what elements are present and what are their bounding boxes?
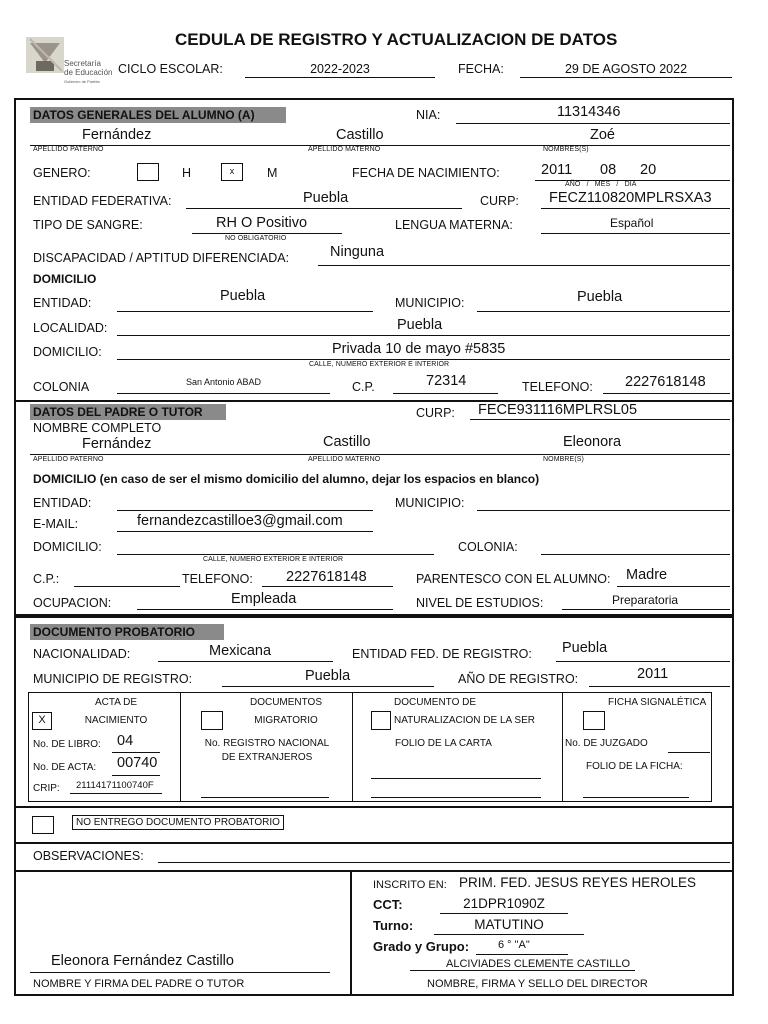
tutor-telefono-label: TELEFONO: (182, 572, 253, 586)
lengua-value: Español (610, 216, 654, 230)
migra-title-1: DOCUMENTOS (249, 697, 323, 708)
tutor-curp-label: CURP: (416, 406, 455, 420)
tutor-entidad-label: ENTIDAD: (33, 496, 92, 510)
grado-value: 6 ° "A" (498, 939, 530, 951)
caption-nombres: NOMBRES(S) (543, 146, 589, 153)
telefono-label: TELEFONO: (522, 380, 593, 394)
sangre-value: RH O Positivo (216, 215, 308, 231)
tutor-curp-value: FECE931116MPLRSL05 (478, 402, 638, 418)
genero-m-label: M (267, 166, 278, 180)
naturalizacion-checkbox[interactable] (371, 711, 391, 730)
libro-value: 04 (117, 733, 134, 749)
director-name: ALCIVIADES CLEMENTE CASTILLO (446, 958, 630, 970)
migra-registro-1: No. REGISTRO NACIONAL (204, 738, 330, 749)
anio-registro-label: AÑO DE REGISTRO: (458, 672, 579, 686)
cp-label: C.P. (352, 380, 375, 394)
acta-title-1: ACTA DE (94, 697, 138, 708)
tutor-apellido-paterno: Fernández (82, 436, 152, 452)
dom-entidad-value: Puebla (220, 288, 266, 304)
sep-logo (22, 33, 118, 83)
parentesco-value: Madre (626, 567, 668, 583)
entidad-value: Puebla (303, 190, 349, 206)
acta-mark: X (38, 714, 46, 726)
nombre-completo-label: NOMBRE COMPLETO (33, 421, 162, 435)
entidad-label: ENTIDAD FEDERATIVA: (33, 194, 172, 208)
fecha-value: 29 DE AGOSTO 2022 (564, 62, 688, 76)
alumno-apellido-paterno: Fernández (82, 127, 152, 143)
curp-value: FECZ110820MPLRSXA3 (549, 190, 712, 206)
alumno-nombres: Zoé (590, 127, 615, 143)
natur-title-1: DOCUMENTO DE (394, 697, 477, 708)
genero-m-mark: x (229, 166, 235, 176)
grado-label: Grado y Grupo: (373, 939, 470, 954)
acta-num-label: No. DE ACTA: (33, 762, 97, 773)
tutor-domicilio-note: DOMICILIO (en caso de ser el mismo domicilio del alumno, dejar los espacios en blanco) (33, 472, 540, 486)
nia-label: NIA: (416, 108, 441, 122)
ciclo-label: CICLO ESCOLAR: (118, 62, 223, 76)
domicilio-label: DOMICILIO: (33, 345, 102, 359)
cct-label: CCT: (373, 897, 403, 912)
no-entrego-checkbox[interactable] (32, 816, 54, 834)
nia-value: 11314346 (557, 104, 621, 120)
genero-m-checkbox[interactable] (221, 163, 243, 181)
acta-title-2: NACIMIENTO (84, 715, 148, 726)
domicilio-heading: DOMICILIO (33, 272, 97, 286)
fnac-month: 08 (600, 162, 617, 178)
dom-entidad-label: ENTIDAD: (33, 296, 92, 310)
ocupacion-value: Empleada (231, 591, 297, 607)
turno-label: Turno: (373, 918, 414, 933)
acta-checkbox[interactable] (32, 712, 52, 730)
telefono-value: 2227618148 (625, 374, 706, 390)
page-title: CEDULA DE REGISTRO Y ACTUALIZACION DE DATOS (175, 30, 618, 49)
ficha-checkbox[interactable] (583, 711, 605, 730)
colonia-label: COLONIA (33, 380, 90, 394)
tutor-cp-label: C.P.: (33, 572, 60, 586)
nacionalidad-value: Mexicana (209, 643, 272, 659)
tutor-caption-nombres: NOMBRE(S) (543, 456, 584, 463)
turno-value: MATUTINO (474, 917, 544, 932)
domicilio-value: Privada 10 de mayo #5835 (332, 341, 506, 357)
dom-municipio-label: MUNICIPIO: (395, 296, 465, 310)
entidad-registro-label: ENTIDAD FED. DE REGISTRO: (352, 647, 532, 661)
localidad-label: LOCALIDAD: (33, 321, 108, 335)
email-label: E-MAIL: (33, 517, 79, 531)
crip-value: 21114171100740F (76, 780, 154, 791)
migra-registro-2: DE EXTRANJEROS (221, 752, 313, 763)
ocupacion-label: OCUPACION: (33, 596, 112, 610)
genero-h-label: H (182, 166, 192, 180)
lengua-label: LENGUA MATERNA: (395, 218, 513, 232)
ficha-folio: FOLIO DE LA FICHA: (586, 761, 683, 772)
caption-apellido-materno: APELLIDO MATERNO (308, 146, 381, 153)
migra-title-2: MIGRATORIO (254, 715, 318, 726)
anio-registro-value: 2011 (637, 666, 669, 682)
fnac-year: 2011 (541, 162, 573, 178)
caption-apellido-paterno: APELLIDO PATERNO (33, 146, 104, 153)
colonia-value: San Antonio ABAD (186, 377, 262, 387)
director-caption: NOMBRE, FIRMA Y SELLO DEL DIRECTOR (427, 978, 648, 990)
alumno-section-title: DATOS GENERALES DEL ALUMNO (A) (30, 107, 286, 123)
nacionalidad-label: NACIONALIDAD: (33, 647, 131, 661)
tutor-municipio-label: MUNICIPIO: (395, 496, 465, 510)
no-obligatorio-caption: NO OBLIGATORIO (225, 235, 287, 242)
alumno-apellido-materno: Castillo (336, 127, 384, 143)
sep-emblem-icon (22, 33, 68, 81)
crip-label: CRIP: (33, 783, 60, 794)
dom-municipio-value: Puebla (577, 289, 623, 305)
cp-value: 72314 (426, 373, 467, 389)
parentesco-label: PARENTESCO CON EL ALUMNO: (416, 572, 611, 586)
fnac-caption: AÑO / MES / DIA (565, 181, 637, 188)
tutor-caption-materno: APELLIDO MATERNO (308, 456, 381, 463)
fnac-label: FECHA DE NACIMIENTO: (352, 166, 500, 180)
discapacidad-label: DISCAPACIDAD / APTITUD DIFERENCIADA: (33, 251, 290, 265)
genero-label: GENERO: (33, 166, 91, 180)
migratorio-checkbox[interactable] (201, 711, 223, 730)
municipio-registro-label: MUNICIPIO DE REGISTRO: (33, 672, 193, 686)
tutor-apellido-materno: Castillo (323, 434, 371, 450)
email-value: fernandezcastilloe3@gmail.com (137, 513, 343, 529)
inscrito-value: PRIM. FED. JESUS REYES HEROLES (459, 875, 697, 890)
calle-caption: CALLE, NUMERO EXTERIOR E INTERIOR (309, 361, 450, 368)
sangre-label: TIPO DE SANGRE: (33, 218, 143, 232)
localidad-value: Puebla (397, 317, 443, 333)
tutor-section-title: DATOS DEL PADRE O TUTOR (30, 404, 226, 420)
fnac-day: 20 (640, 162, 657, 178)
discapacidad-value: Ninguna (330, 244, 385, 260)
observaciones-label: OBSERVACIONES: (33, 849, 144, 863)
tutor-nombres: Eleonora (563, 434, 622, 450)
ficha-title: FICHA SIGNALÉTICA (608, 697, 707, 708)
natur-folio: FOLIO DE LA CARTA (395, 738, 492, 749)
tutor-telefono-value: 2227618148 (286, 569, 367, 585)
acta-num-value: 00740 (117, 755, 158, 771)
curp-label: CURP: (480, 194, 519, 208)
documento-section-title: DOCUMENTO PROBATORIO (30, 624, 224, 640)
genero-h-checkbox[interactable] (137, 163, 159, 181)
entidad-registro-value: Puebla (562, 640, 608, 656)
tutor-caption-paterno: APELLIDO PATERNO (33, 456, 104, 463)
ficha-juzgado: No. DE JUZGADO (565, 738, 648, 749)
logo-text-line1: Secretaría (64, 59, 101, 68)
tutor-calle-caption: CALLE, NUMERO EXTERIOR E INTERIOR (203, 556, 344, 563)
logo-text-line3: Gobierno de Puebla (64, 79, 100, 84)
libro-label: No. DE LIBRO: (33, 739, 101, 750)
logo-text-line2: de Educación (64, 68, 113, 77)
estudios-label: NIVEL DE ESTUDIOS: (416, 596, 544, 610)
estudios-value: Preparatoria (612, 593, 679, 607)
cct-value: 21DPR1090Z (463, 896, 545, 911)
ciclo-value: 2022-2023 (310, 62, 370, 76)
inscrito-label: INSCRITO EN: (373, 879, 447, 891)
municipio-registro-value: Puebla (305, 668, 351, 684)
tutor-firma-name: Eleonora Fernández Castillo (51, 953, 234, 969)
fecha-label: FECHA: (458, 62, 504, 76)
no-entrego-label: NO ENTREGO DOCUMENTO PROBATORIO (72, 815, 284, 830)
tutor-colonia-label: COLONIA: (458, 540, 518, 554)
tutor-firma-caption: NOMBRE Y FIRMA DEL PADRE O TUTOR (33, 978, 245, 990)
tutor-domicilio-label: DOMICILIO: (33, 540, 102, 554)
natur-title-2: NATURALIZACION DE LA SER (394, 715, 535, 726)
